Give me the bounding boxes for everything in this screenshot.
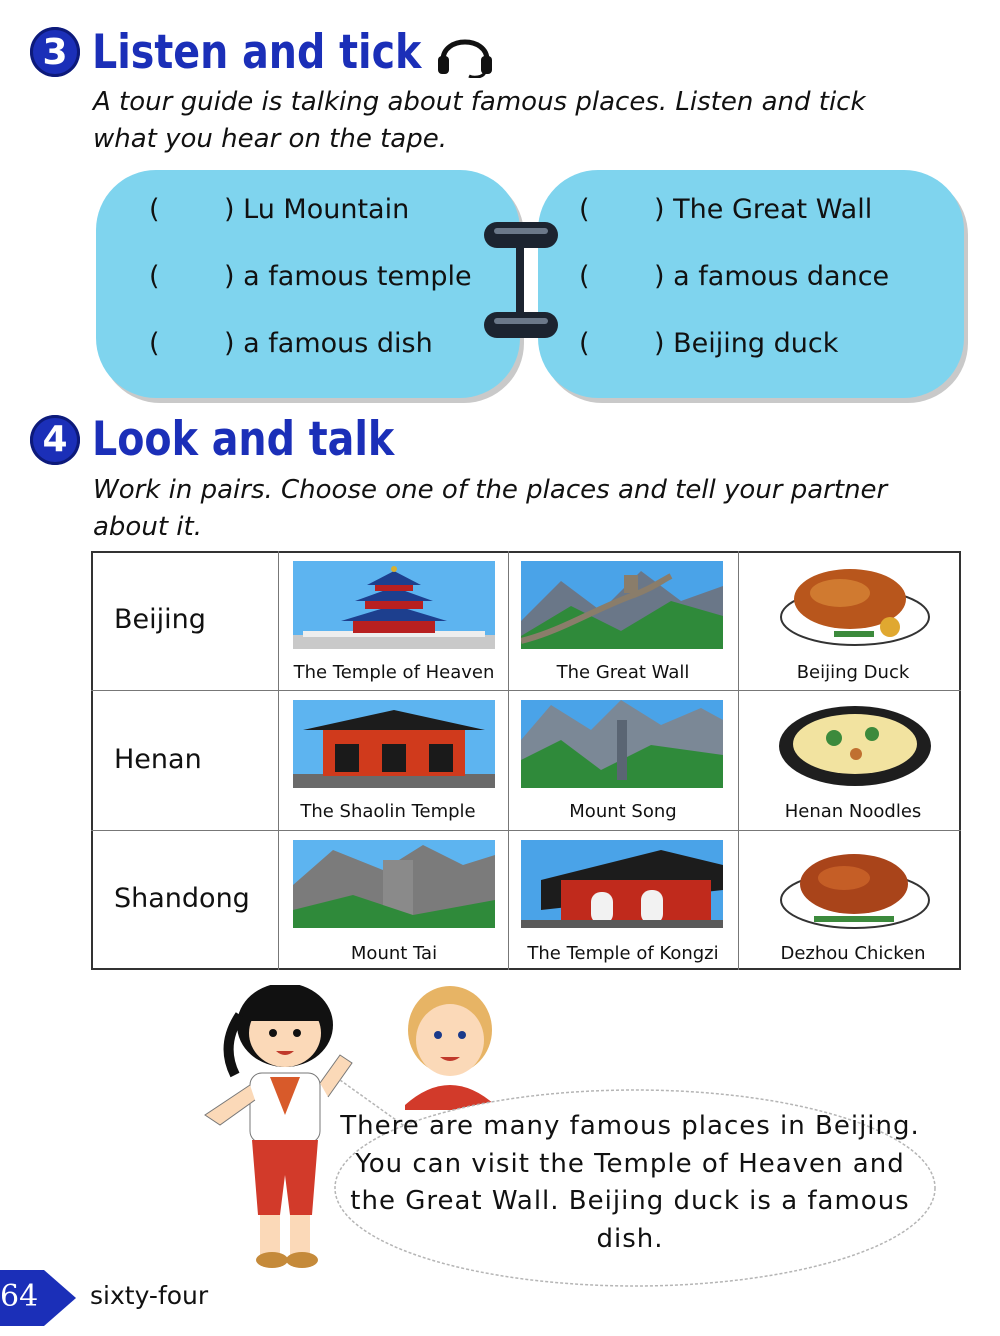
tick-blank[interactable]: ( — [149, 194, 160, 225]
section-3-instruction: A tour guide is talking about famous places. Listen and tick what you hear on the tape. — [93, 87, 866, 154]
tick-item-label: Beijing duck — [673, 328, 839, 359]
section-3-heading — [30, 26, 495, 78]
table-divider — [738, 551, 739, 970]
mount-song-image — [521, 700, 723, 788]
shaolin-temple-image — [293, 700, 495, 788]
section-number-badge: 3 — [30, 27, 80, 77]
tick-blank[interactable]: ( — [579, 328, 590, 359]
page-number: 64 — [0, 1279, 39, 1314]
mount-tai-image — [293, 840, 495, 928]
tick-row: ( ) Beijing duck — [579, 328, 839, 359]
page-number-words: sixty-four — [90, 1281, 209, 1310]
tick-item-label: a famous temple — [243, 261, 472, 292]
tick-blank[interactable]: ( — [149, 261, 160, 292]
tick-blank[interactable]: ( — [149, 328, 160, 359]
section-title: Look and talk — [92, 411, 395, 468]
headphones-icon — [435, 26, 495, 78]
table-divider — [278, 551, 279, 970]
binder-ring — [484, 222, 558, 248]
table-divider — [508, 551, 509, 970]
place-caption: Mount Song — [569, 801, 677, 822]
beijing-duck-image — [754, 555, 956, 651]
tick-blank[interactable]: ( — [579, 261, 590, 292]
tick-item-label: a famous dish — [243, 328, 433, 359]
tick-item-label: The Great Wall — [673, 194, 873, 225]
place-caption: Henan Noodles — [784, 801, 922, 822]
dezhou-chicken-image — [754, 838, 956, 934]
place-caption: The Great Wall — [556, 662, 690, 683]
tick-blank[interactable]: ( — [579, 194, 590, 225]
province-label: Shandong — [114, 883, 250, 914]
tick-row: ( ) a famous temple — [149, 261, 472, 292]
province-label: Henan — [114, 744, 202, 775]
temple-of-kongzi-image — [521, 840, 723, 928]
tick-item-label: a famous dance — [673, 261, 890, 292]
speech-text: There are many famous places in Beijing. You can visit the Temple of Heaven and the Great Wall. Beijing duck is a famous dish. — [340, 1111, 920, 1254]
place-caption: Dezhou Chicken — [780, 943, 926, 964]
tick-row: ( ) Lu Mountain — [149, 194, 410, 225]
henan-noodles-image — [754, 698, 956, 794]
binder-ring — [484, 312, 558, 338]
tick-row: ( ) The Great Wall — [579, 194, 873, 225]
section-4-instruction: Work in pairs. Choose one of the places and tell your partner about it. — [93, 475, 888, 542]
place-caption: The Temple of Kongzi — [527, 943, 719, 964]
tick-row: ( ) a famous dance — [579, 261, 890, 292]
table-divider — [91, 830, 961, 831]
place-caption: Beijing Duck — [796, 662, 910, 683]
tick-box-left — [96, 170, 520, 398]
tick-row: ( ) a famous dish — [149, 328, 433, 359]
tick-box-right — [538, 170, 964, 398]
section-title: Listen and tick — [92, 24, 422, 80]
table-divider — [91, 690, 961, 691]
great-wall-image — [521, 561, 723, 649]
place-caption: The Shaolin Temple — [300, 801, 476, 822]
tick-item-label: Lu Mountain — [243, 194, 410, 225]
temple-of-heaven-image — [293, 561, 495, 649]
section-number-badge: 4 — [30, 415, 80, 465]
place-caption: Mount Tai — [350, 943, 438, 964]
place-caption: The Temple of Heaven — [293, 662, 495, 683]
section-4-heading — [30, 411, 395, 468]
province-label: Beijing — [114, 604, 206, 635]
